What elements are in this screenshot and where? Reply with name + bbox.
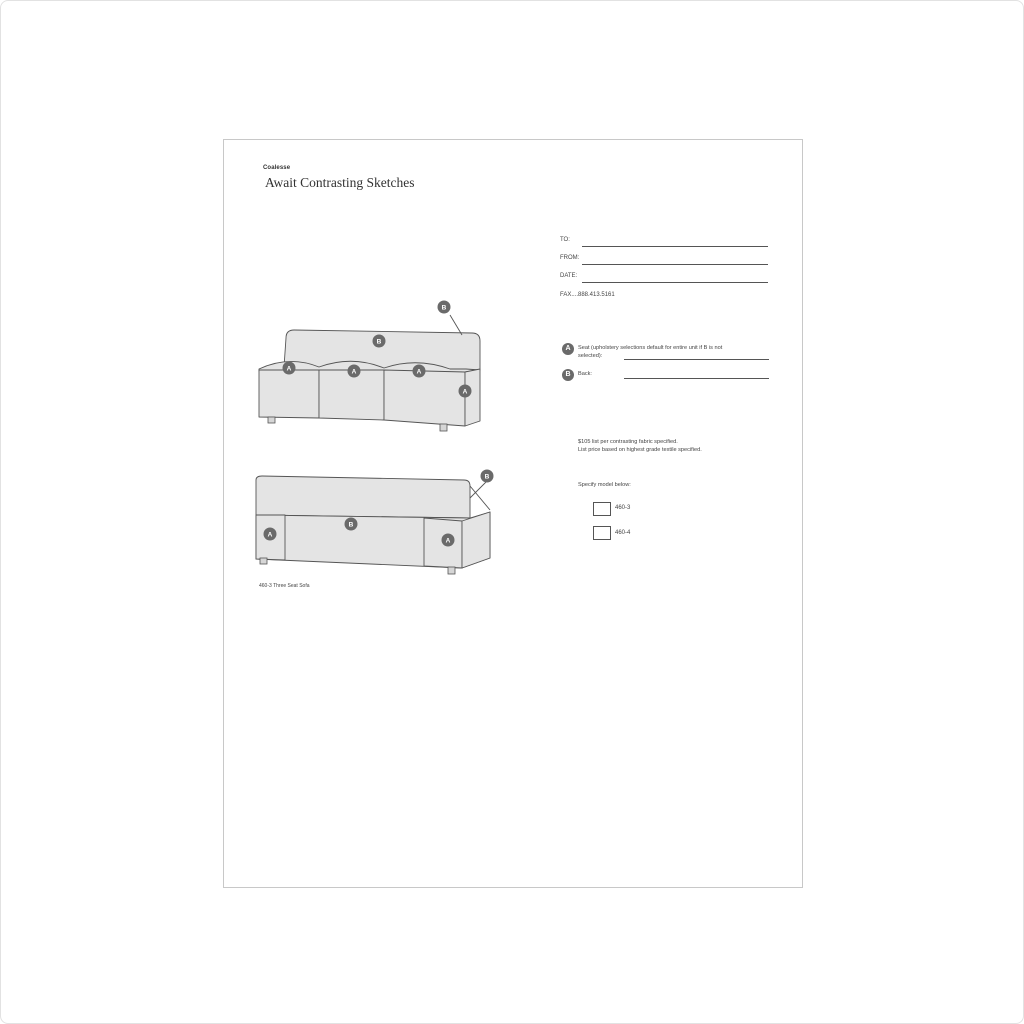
- sofa-leg: [260, 558, 267, 564]
- badge-a-icon: [413, 365, 426, 378]
- to-field[interactable]: [560, 237, 770, 249]
- sofa-side: [462, 369, 480, 426]
- leader-line: [450, 315, 462, 335]
- sofa-leg: [268, 417, 275, 423]
- date-label: DATE:: [560, 273, 578, 279]
- specify-model-label: Specify model below:: [578, 482, 631, 488]
- sofa-seat-right: [384, 370, 465, 426]
- sofa-rear-sketch: [252, 466, 492, 578]
- badge-b-icon: [373, 335, 386, 348]
- badge-a-text: A: [286, 365, 292, 373]
- badge-b-icon: [345, 518, 358, 531]
- model-label-460-3: 460-3: [615, 505, 631, 511]
- to-label: TO:: [560, 237, 570, 243]
- badge-b-text: B: [484, 473, 490, 481]
- model-checkbox-460-4[interactable]: [593, 526, 611, 540]
- seat-fabric-input-line[interactable]: [624, 359, 769, 360]
- legend-back-text: Back:: [578, 371, 592, 377]
- badge-b-icon: [481, 470, 494, 483]
- fax-number: FAX....888.413.5161: [560, 292, 615, 298]
- price-note-2: List price based on highest grade textile specified.: [578, 447, 702, 453]
- model-label-460-4: 460-4: [615, 530, 631, 536]
- sofa-seat-left: [259, 370, 319, 418]
- badge-b-icon: [438, 301, 451, 314]
- badge-a-text: A: [462, 388, 468, 396]
- sofa-edge-line: [470, 486, 490, 510]
- sofa-front-sketch: [254, 295, 484, 435]
- badge-a-text: A: [267, 531, 273, 539]
- badge-b-icon: B: [562, 369, 574, 381]
- date-field[interactable]: [560, 273, 770, 285]
- sofa-leg: [440, 424, 447, 431]
- badge-b-text: B: [348, 521, 354, 529]
- badge-b-text: B: [376, 338, 382, 346]
- badge-a-icon: [442, 534, 455, 547]
- page-title: Await Contrasting Sketches: [265, 175, 415, 190]
- badge-a-icon: [283, 362, 296, 375]
- model-checkbox-460-3[interactable]: [593, 502, 611, 516]
- legend-seat-text: Seat (upholstery selections default for entire unit if B is not selected):: [578, 345, 723, 359]
- sofa-back-panel: [256, 476, 470, 518]
- badge-a-text: A: [351, 368, 357, 376]
- badge-a-text: A: [416, 368, 422, 376]
- from-label: FROM:: [560, 255, 580, 261]
- price-note-1: $105 list per contrasting fabric specified.: [578, 439, 678, 445]
- badge-a-text: A: [445, 537, 451, 545]
- brand-name: Coalesse: [263, 165, 291, 171]
- badge-a-icon: [348, 365, 361, 378]
- badge-a-icon: A: [562, 343, 574, 355]
- sketch-caption: 460-3 Three Seat Sofa: [259, 583, 310, 589]
- document-page: [223, 139, 803, 888]
- back-fabric-input-line[interactable]: [624, 378, 769, 379]
- from-input-line[interactable]: [582, 264, 768, 265]
- badge-b-text: B: [441, 304, 447, 312]
- badge-a-icon: [459, 385, 472, 398]
- sofa-leg: [448, 567, 455, 574]
- to-input-line[interactable]: [582, 246, 768, 247]
- from-field[interactable]: [560, 255, 770, 267]
- date-input-line[interactable]: [582, 282, 768, 283]
- badge-a-icon: [264, 528, 277, 541]
- sofa-right-side: [462, 512, 490, 568]
- sofa-seat-middle: [319, 370, 384, 420]
